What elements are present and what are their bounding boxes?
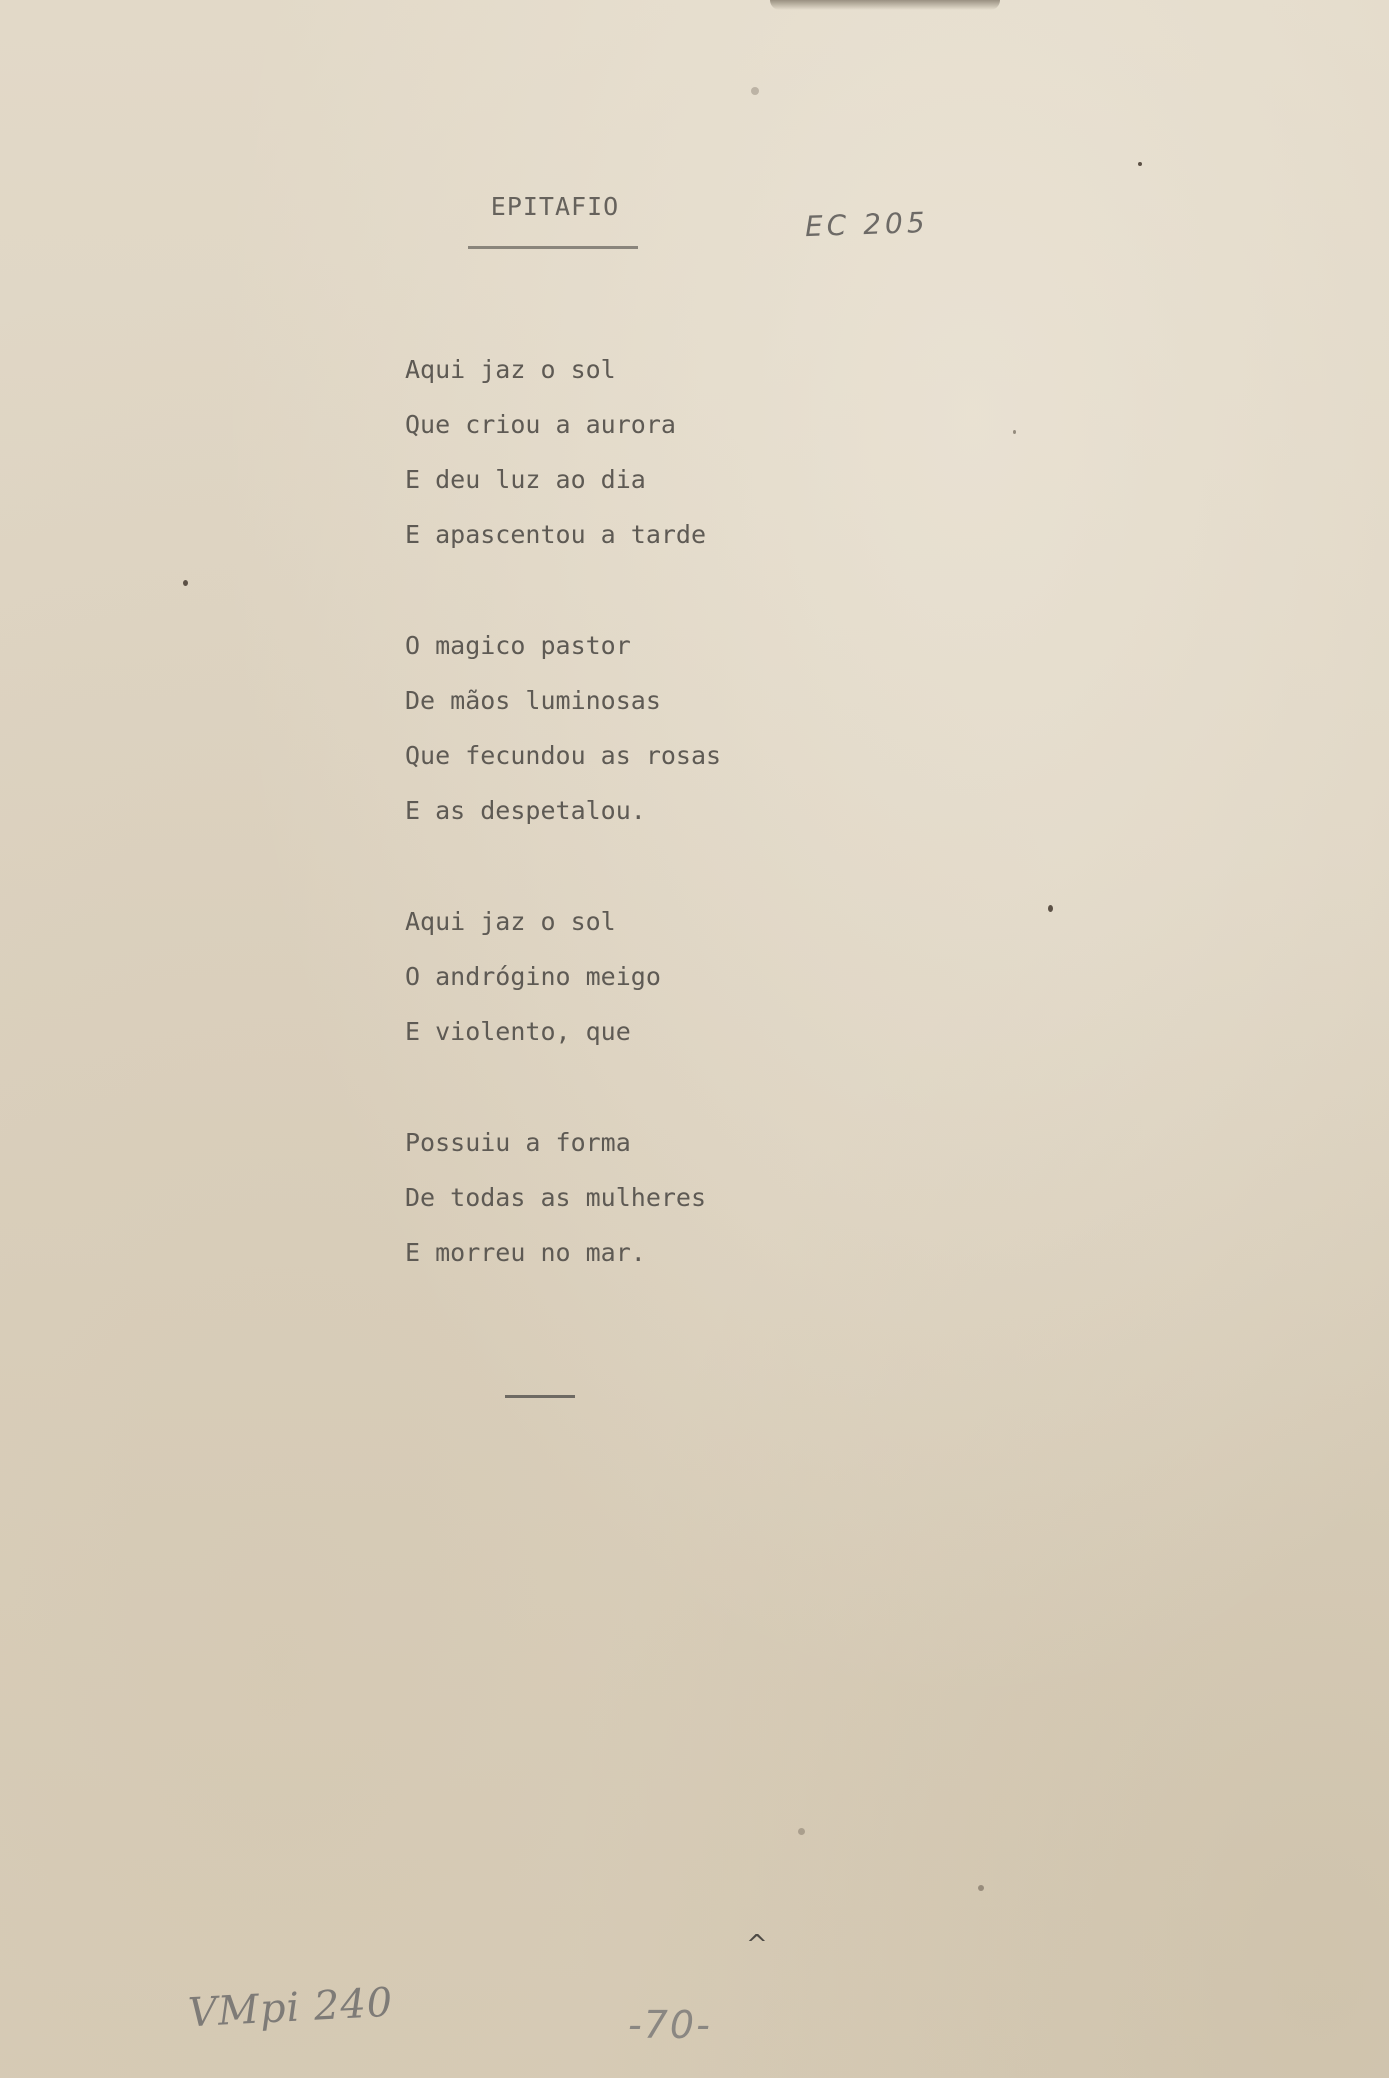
- paper-edge-stain: [770, 0, 1000, 10]
- paper-speck: [798, 1828, 805, 1835]
- paper-speck: [1048, 905, 1053, 912]
- poem-line: Aqui jaz o sol: [405, 907, 616, 936]
- stanza-2: [405, 626, 925, 846]
- stanza-3: [405, 902, 925, 1067]
- poem-title: EPITAFIO: [490, 192, 620, 221]
- paper-speck: [1013, 430, 1016, 434]
- poem-line: De mãos luminosas: [405, 686, 661, 715]
- insertion-mark: ^: [746, 1930, 768, 1960]
- poem-line: E apascentou a tarde: [405, 520, 707, 549]
- paper-speck: [751, 87, 759, 95]
- poem-line: Que criou a aurora: [405, 410, 676, 439]
- poem-line: O magico pastor: [405, 631, 631, 660]
- paper-speck: [183, 580, 188, 586]
- page-number: -70-: [628, 2003, 712, 2047]
- handwritten-archive-code: VMpi 240: [186, 1979, 395, 2037]
- poem-line: Possuiu a forma: [405, 1128, 631, 1157]
- poem-line: E as despetalou.: [405, 796, 646, 825]
- poem-line: Que fecundou as rosas: [405, 741, 722, 770]
- poem-body: [405, 350, 925, 1344]
- poem-line: E morreu no mar.: [405, 1238, 646, 1267]
- poem-line: De todas as mulheres: [405, 1183, 707, 1212]
- paper-speck: [1138, 162, 1142, 166]
- poem-line: Aqui jaz o sol: [405, 355, 616, 384]
- stanza-1: [405, 350, 925, 570]
- title-underline: [468, 246, 638, 249]
- handwritten-catalog-note: EC 205: [804, 205, 930, 244]
- stanza-4: [405, 1123, 925, 1288]
- poem-line: O andrógino meigo: [405, 962, 661, 991]
- closing-rule: [505, 1395, 575, 1398]
- poem-line: E deu luz ao dia: [405, 465, 646, 494]
- poem-line: E violento, que: [405, 1017, 631, 1046]
- paper-speck: [978, 1885, 984, 1891]
